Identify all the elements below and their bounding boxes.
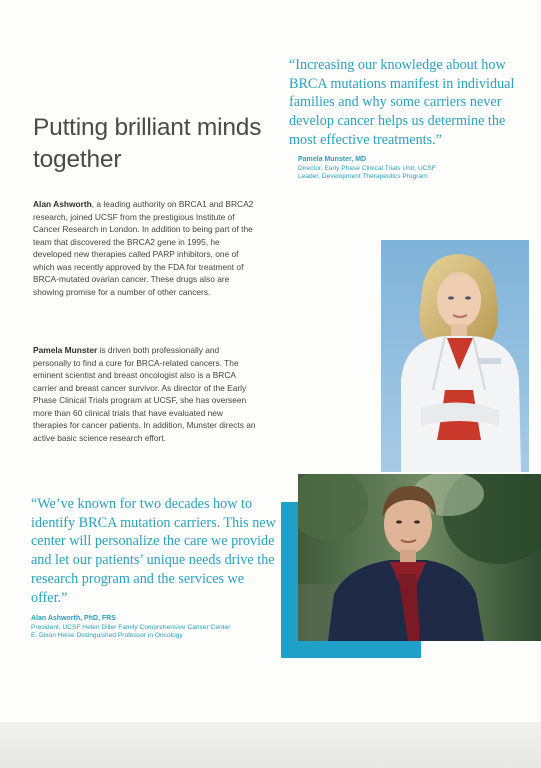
pull-quote-ashworth: “We’ve known for two decades how to identify BRCA mutation carriers. This new center will personalize the care we provide and let our patients’ unique needs drive the research program and the services we offer.”	[31, 496, 276, 606]
bio-text: is driven both professionally and personally to find a cure for BRCA-related cancers. The eminent scientist and breast oncologist also is a BRCA carrier and breast cancer survivor. As director of the Early Phase Clinical Trials program at UCSF, she has overseen more than 60 clinical trials that have evaluated new therapies for cancer patients. In addition, Munster directs an active basic science research effort.	[33, 345, 256, 443]
pull-quote-munster: “Increasing our knowledge about how BRCA mutations manifest in individual families and why some carriers never develop cancer helps us determine the most effective treatments.”	[289, 57, 515, 148]
bio-ashworth	[33, 198, 258, 298]
attribution-title-2: Leader, Development Therapeutics Program	[298, 173, 428, 181]
photo-ashworth	[298, 474, 541, 641]
quote-attribution-ashworth	[31, 615, 281, 641]
bio-munster	[33, 344, 258, 444]
bio-lead-name: Pamela Munster	[33, 345, 98, 355]
page-bottom-shadow	[0, 722, 541, 768]
attribution-name: Pamela Munster, MD	[298, 156, 367, 163]
attribution-title-1: Director, Early Phase Clinical Trials Unit, UCSF	[298, 164, 436, 172]
photo-munster	[381, 240, 529, 472]
attribution-title-1: President, UCSF Helen Diller Family Comprehensive Cancer Center	[31, 623, 231, 631]
bio-text: , a leading authority on BRCA1 and BRCA2 research, joined UCSF from the prestigious Institute of Cancer Research in London. In addition to being part of the team that discovered the BRCA2 gene in 1995, he developed new therapies called PARP inhibitors, one of which was recently approved by the FDA for treatment of BRCA-mutated ovarian cancer. These drugs also are showing promise for a number of other cancers.	[33, 199, 254, 297]
bio-lead-name: Alan Ashworth	[33, 199, 92, 209]
page-title: Putting brilliant minds together	[33, 114, 262, 174]
quote-attribution-munster	[298, 156, 538, 182]
attribution-title-2: E. Dixon Heise Distinguished Professor in Oncology	[31, 632, 183, 640]
attribution-name: Alan Ashworth, PhD, FRS	[31, 615, 116, 622]
